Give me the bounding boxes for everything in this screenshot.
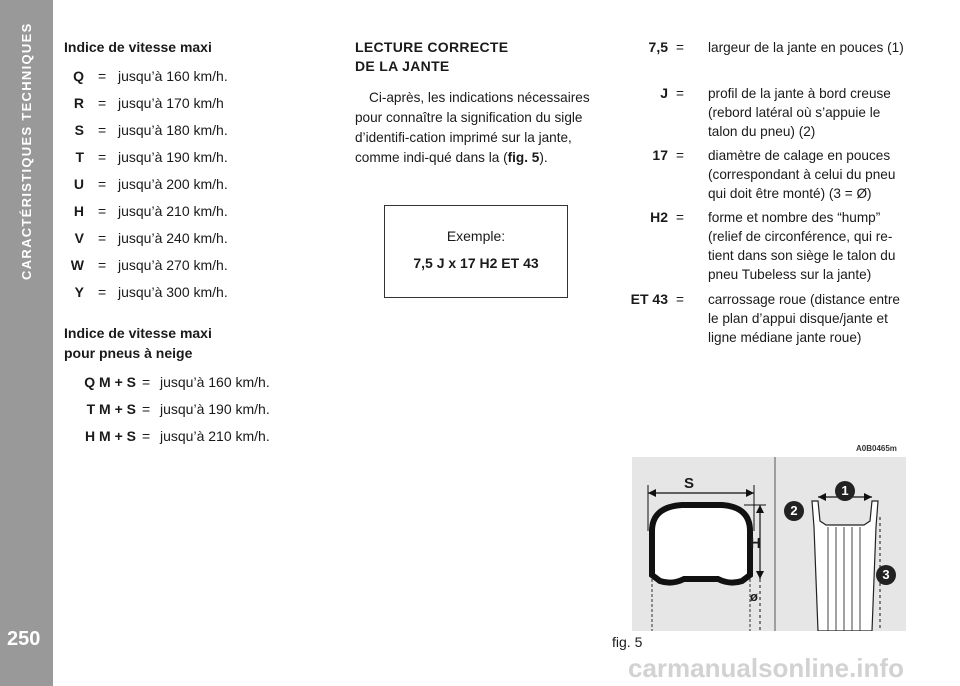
- callout-2: 2: [784, 501, 804, 521]
- speed-eq: =: [98, 176, 107, 192]
- speed-value: jusqu’à 200 km/h.: [118, 176, 228, 192]
- chapter-sidebar: [0, 0, 53, 686]
- speed-index-heading: Indice de vitesse maxi: [64, 39, 212, 55]
- definition-key: 7,5: [648, 39, 668, 55]
- diagram-label-s: S: [684, 475, 695, 492]
- callout-1: 1: [835, 481, 855, 501]
- speed-key: U: [73, 176, 84, 192]
- definition-value: profil de la jante à bord creuse (rebord latéral où s’appuie le talon du pneu) (2): [708, 86, 891, 139]
- speed-value: jusqu’à 210 km/h.: [118, 203, 228, 219]
- speed-key: T: [75, 149, 84, 165]
- speed-eq: =: [98, 95, 107, 111]
- chapter-title: CARACTÉRISTIQUES TECHNIQUES: [19, 22, 34, 280]
- speed-key: H: [73, 203, 84, 219]
- watermark: carmanualsonline.info: [628, 653, 904, 683]
- speed-value: jusqu’à 190 km/h.: [118, 149, 228, 165]
- speed-eq: =: [98, 203, 107, 219]
- definition-value: diamètre de calage en pouces (correspondant à celui du pneu qui doit être monté) (3 = Ø): [708, 148, 896, 201]
- speed-eq: =: [98, 68, 107, 84]
- speed-key: S: [74, 122, 84, 138]
- example-box: [384, 205, 568, 298]
- speed-eq: =: [98, 284, 107, 300]
- fig-reference: fig. 5: [507, 150, 540, 165]
- definition-key: ET 43: [630, 291, 668, 307]
- rim-reading-section: [355, 38, 610, 168]
- speed-value: jusqu’à 160 km/h.: [118, 68, 228, 84]
- definition-eq: =: [676, 40, 684, 55]
- rim-tire-diagram: [632, 457, 906, 631]
- speed-key: V: [74, 230, 84, 246]
- speed-value: jusqu’à 270 km/h.: [118, 257, 228, 273]
- speed-key: Y: [74, 284, 84, 300]
- speed-index-section: [64, 38, 314, 444]
- definition-key: H2: [650, 209, 668, 225]
- snow-key: T M + S: [86, 401, 136, 417]
- definition-eq: =: [676, 86, 684, 101]
- speed-key: W: [70, 257, 84, 273]
- definition-eq: =: [676, 148, 684, 163]
- speed-value: jusqu’à 180 km/h.: [118, 122, 228, 138]
- paragraph-end: ).: [539, 150, 548, 165]
- rim-reading-heading-1: LECTURE CORRECTE: [355, 39, 509, 55]
- snow-value: jusqu’à 210 km/h.: [160, 428, 270, 444]
- diagram-label-h: H: [750, 535, 761, 552]
- diagram-label-diameter: ø: [750, 589, 758, 604]
- snow-index-heading-1: Indice de vitesse maxi: [64, 325, 212, 341]
- speed-key: R: [73, 95, 84, 111]
- figure-code: A0B0465m: [856, 444, 897, 453]
- speed-eq: =: [98, 122, 107, 138]
- definition-eq: =: [676, 210, 684, 225]
- page-number: 250: [7, 628, 41, 650]
- snow-key: Q M + S: [84, 374, 136, 390]
- callout-3: 3: [876, 565, 896, 585]
- definition-value: forme et nombre des “hump” (relief de circonférence, qui re-tient dans son siège le talon du pneu Tubeless sur la jante): [708, 210, 896, 282]
- speed-key: Q: [73, 68, 84, 84]
- definition-key: 17: [652, 147, 668, 163]
- snow-eq: =: [142, 401, 151, 417]
- snow-key: H M + S: [85, 428, 136, 444]
- speed-eq: =: [98, 257, 107, 273]
- speed-value: jusqu’à 170 km/h: [118, 95, 224, 111]
- speed-value: jusqu’à 300 km/h.: [118, 284, 228, 300]
- definition-value: largeur de la jante en pouces (1): [708, 40, 904, 55]
- snow-index-heading-2: pour pneus à neige: [64, 345, 193, 361]
- definition-eq: =: [676, 292, 684, 307]
- speed-eq: =: [98, 230, 107, 246]
- rim-reading-paragraph: [355, 88, 610, 168]
- snow-eq: =: [142, 374, 151, 390]
- definition-value: carrossage roue (distance entre le plan d’appui disque/jante et ligne médiane jante roue): [708, 292, 900, 345]
- snow-eq: =: [142, 428, 151, 444]
- example-label: Exemple:: [446, 228, 506, 244]
- speed-value: jusqu’à 240 km/h.: [118, 230, 228, 246]
- paragraph-text: Ci-après, les indications nécessaires pour connaître la signification du sigle d’identifi-cation imprimé sur la jante, comme indi-qué dans la (: [355, 90, 590, 165]
- snow-value: jusqu’à 190 km/h.: [160, 401, 270, 417]
- definition-key: J: [660, 85, 668, 101]
- example-value: 7,5 J x 17 H2 ET 43: [413, 255, 539, 271]
- speed-eq: =: [98, 149, 107, 165]
- snow-value: jusqu’à 160 km/h.: [160, 374, 270, 390]
- rim-tire-illustration: [632, 457, 906, 631]
- rim-reading-heading-2: DE LA JANTE: [355, 58, 450, 74]
- figure-caption: fig. 5: [612, 634, 643, 650]
